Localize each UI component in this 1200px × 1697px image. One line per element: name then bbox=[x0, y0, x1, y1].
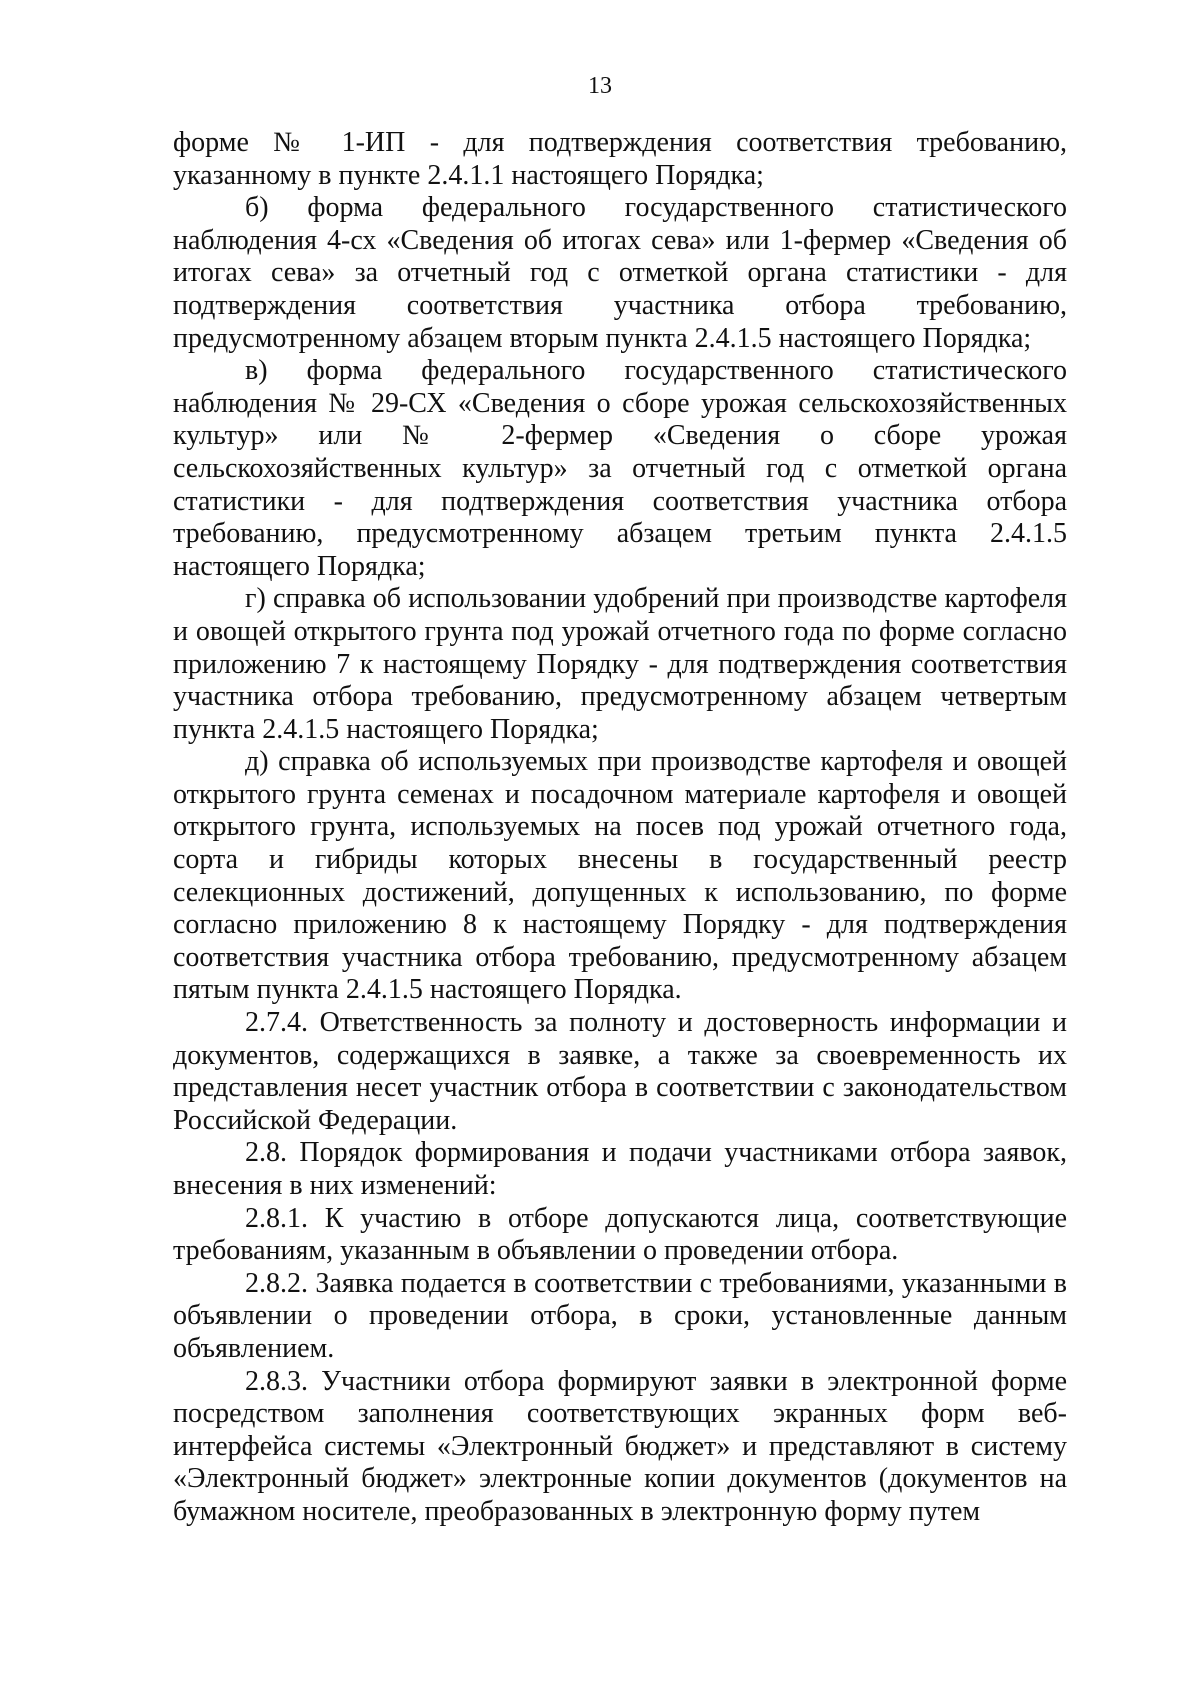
paragraph-2-8: 2.8. Порядок формирования и подачи участниками отбора заявок, внесения в них изменений: bbox=[173, 1137, 1067, 1201]
document-body bbox=[173, 127, 1067, 1529]
paragraph-2-8-2: 2.8.2. Заявка подается в соответствии с требованиями, указанными в объявлении о проведении отбора, в сроки, установленные данным объявлением. bbox=[173, 1267, 1067, 1364]
paragraph-2-7-4: 2.7.4. Ответственность за полноту и достоверность информации и документов, содержащихся в заявке, а также за своевременность их представления несет участник отбора в соответствии с законодательством Российской Федерации. bbox=[173, 1007, 1067, 1136]
paragraph-2-8-1: 2.8.1. К участию в отборе допускаются лица, соответствующие требованиям, указанным в объявлении о проведении отбора. bbox=[173, 1202, 1067, 1267]
page-number: 13 bbox=[588, 73, 612, 99]
paragraph-item-g: г) справка об использовании удобрений при производстве картофеля и овощей открытого грунта под урожай отчетного года по форме согласно приложению 7 к настоящему Порядку - для подтверждения соответствия участника отбора требованию, предусмотренному абзацем четвертым пункта 2.4.1.5 настоящего Порядка; bbox=[173, 583, 1067, 745]
paragraph-item-b: б) форма федерального государственного статистического наблюдения 4-сх «Сведения об итогах сева» или 1-фермер «Сведения об итогах сева» за отчетный год с отметкой органа статистики - для подтверждения соответствия участника отбора требованию, предусмотренному абзацем вторым пункта 2.4.1.5 настоящего Порядка; bbox=[173, 192, 1067, 354]
paragraph-item-d: д) справка об используемых при производстве картофеля и овощей открытого грунта семенах и посадочном материале картофеля и овощей открытого грунта, используемых на посев под урожай отчетного года, сорта и гибриды которых внесены в государственный реестр селекционных достижений, допущенных к использованию, по форме согласно приложению 8 к настоящему Порядку - для подтверждения соответствия участника отбора требованию, предусмотренному абзацем пятым пункта 2.4.1.5 настоящего Порядка. bbox=[173, 746, 1067, 1006]
paragraph-continuation: форме № 1-ИП - для подтверждения соответствия требованию, указанному в пункте 2.4.1.1 настоящего Порядка; bbox=[173, 127, 1067, 191]
paragraph-item-v: в) форма федерального государственного статистического наблюдения № 29-СХ «Сведения о сборе урожая сельскохозяйственных культур» или № 2-фермер «Сведения о сборе урожая сельскохозяйственных культур» за отчетный год с отметкой органа статистики - для подтверждения соответствия участника отбора требованию, предусмотренному абзацем третьим пункта 2.4.1.5 настоящего Порядка; bbox=[173, 355, 1067, 582]
paragraph-2-8-3: 2.8.3. Участники отбора формируют заявки в электронной форме посредством заполнения соответствующих экранных форм веб-интерфейса системы «Электронный бюджет» и представляют в систему «Электронный бюджет» электронные копии документов (документов на бумажном носителе, преобразованных в электронную форму путем bbox=[173, 1365, 1067, 1527]
